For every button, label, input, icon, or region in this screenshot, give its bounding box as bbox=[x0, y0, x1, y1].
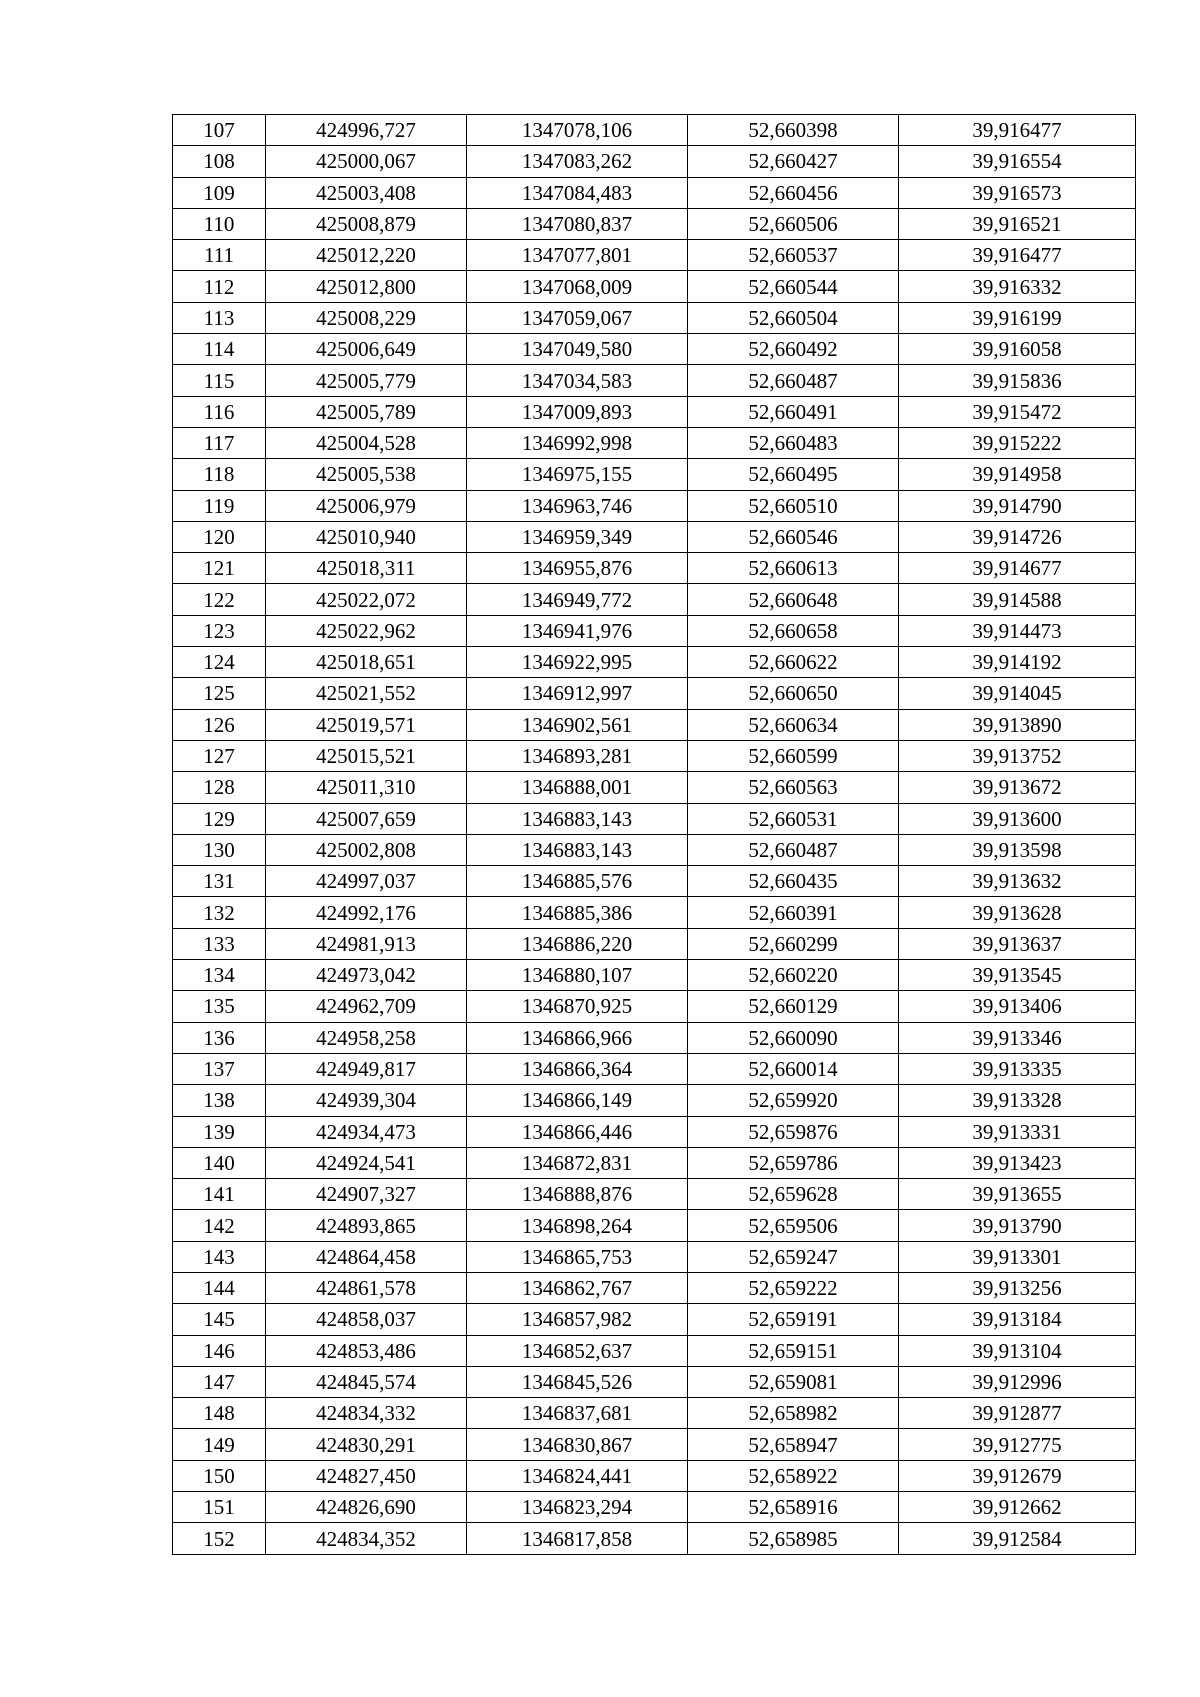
point-number-cell: 115 bbox=[173, 365, 266, 396]
y-coordinate-cell: 1346872,831 bbox=[467, 1147, 688, 1178]
y-coordinate-cell: 1346865,753 bbox=[467, 1241, 688, 1272]
table-row bbox=[173, 334, 1136, 365]
longitude-cell: 39,914045 bbox=[899, 678, 1136, 709]
table-row bbox=[173, 772, 1136, 803]
latitude-cell: 52,660634 bbox=[688, 709, 899, 740]
x-coordinate-cell: 424827,450 bbox=[266, 1460, 467, 1491]
y-coordinate-cell: 1346885,386 bbox=[467, 897, 688, 928]
table-row bbox=[173, 1179, 1136, 1210]
point-number-cell: 147 bbox=[173, 1366, 266, 1397]
y-coordinate-cell: 1346992,998 bbox=[467, 427, 688, 458]
latitude-cell: 52,658982 bbox=[688, 1398, 899, 1429]
longitude-cell: 39,914677 bbox=[899, 553, 1136, 584]
latitude-cell: 52,659191 bbox=[688, 1304, 899, 1335]
latitude-cell: 52,658916 bbox=[688, 1492, 899, 1523]
point-number-cell: 110 bbox=[173, 208, 266, 239]
latitude-cell: 52,659506 bbox=[688, 1210, 899, 1241]
x-coordinate-cell: 424939,304 bbox=[266, 1085, 467, 1116]
longitude-cell: 39,913637 bbox=[899, 928, 1136, 959]
longitude-cell: 39,913545 bbox=[899, 960, 1136, 991]
x-coordinate-cell: 425002,808 bbox=[266, 834, 467, 865]
x-coordinate-cell: 425015,521 bbox=[266, 740, 467, 771]
point-number-cell: 121 bbox=[173, 553, 266, 584]
x-coordinate-cell: 424958,258 bbox=[266, 1022, 467, 1053]
y-coordinate-cell: 1346912,997 bbox=[467, 678, 688, 709]
x-coordinate-cell: 424893,865 bbox=[266, 1210, 467, 1241]
table-row bbox=[173, 1116, 1136, 1147]
point-number-cell: 145 bbox=[173, 1304, 266, 1335]
y-coordinate-cell: 1346885,576 bbox=[467, 866, 688, 897]
longitude-cell: 39,914588 bbox=[899, 584, 1136, 615]
point-number-cell: 129 bbox=[173, 803, 266, 834]
point-number-cell: 131 bbox=[173, 866, 266, 897]
table-row bbox=[173, 396, 1136, 427]
latitude-cell: 52,660510 bbox=[688, 490, 899, 521]
x-coordinate-cell: 425003,408 bbox=[266, 177, 467, 208]
x-coordinate-cell: 425012,220 bbox=[266, 240, 467, 271]
coordinates-table bbox=[172, 114, 1136, 1555]
latitude-cell: 52,660487 bbox=[688, 365, 899, 396]
x-coordinate-cell: 424992,176 bbox=[266, 897, 467, 928]
point-number-cell: 124 bbox=[173, 647, 266, 678]
latitude-cell: 52,660546 bbox=[688, 521, 899, 552]
y-coordinate-cell: 1346888,001 bbox=[467, 772, 688, 803]
table-row bbox=[173, 928, 1136, 959]
latitude-cell: 52,660613 bbox=[688, 553, 899, 584]
table-row bbox=[173, 584, 1136, 615]
table-row bbox=[173, 271, 1136, 302]
y-coordinate-cell: 1346852,637 bbox=[467, 1335, 688, 1366]
point-number-cell: 132 bbox=[173, 897, 266, 928]
latitude-cell: 52,658947 bbox=[688, 1429, 899, 1460]
longitude-cell: 39,913752 bbox=[899, 740, 1136, 771]
point-number-cell: 107 bbox=[173, 115, 266, 146]
y-coordinate-cell: 1347077,801 bbox=[467, 240, 688, 271]
latitude-cell: 52,660648 bbox=[688, 584, 899, 615]
x-coordinate-cell: 424962,709 bbox=[266, 991, 467, 1022]
table-row bbox=[173, 834, 1136, 865]
x-coordinate-cell: 425010,940 bbox=[266, 521, 467, 552]
y-coordinate-cell: 1347083,262 bbox=[467, 146, 688, 177]
table-row bbox=[173, 960, 1136, 991]
table-row bbox=[173, 459, 1136, 490]
y-coordinate-cell: 1346949,772 bbox=[467, 584, 688, 615]
x-coordinate-cell: 424934,473 bbox=[266, 1116, 467, 1147]
longitude-cell: 39,916573 bbox=[899, 177, 1136, 208]
y-coordinate-cell: 1346893,281 bbox=[467, 740, 688, 771]
y-coordinate-cell: 1346857,982 bbox=[467, 1304, 688, 1335]
point-number-cell: 123 bbox=[173, 615, 266, 646]
latitude-cell: 52,660544 bbox=[688, 271, 899, 302]
x-coordinate-cell: 425012,800 bbox=[266, 271, 467, 302]
table-row bbox=[173, 1241, 1136, 1272]
longitude-cell: 39,916199 bbox=[899, 302, 1136, 333]
point-number-cell: 136 bbox=[173, 1022, 266, 1053]
point-number-cell: 113 bbox=[173, 302, 266, 333]
x-coordinate-cell: 425006,979 bbox=[266, 490, 467, 521]
latitude-cell: 52,660622 bbox=[688, 647, 899, 678]
table-row bbox=[173, 803, 1136, 834]
longitude-cell: 39,913628 bbox=[899, 897, 1136, 928]
point-number-cell: 117 bbox=[173, 427, 266, 458]
y-coordinate-cell: 1347034,583 bbox=[467, 365, 688, 396]
x-coordinate-cell: 425004,528 bbox=[266, 427, 467, 458]
x-coordinate-cell: 425007,659 bbox=[266, 803, 467, 834]
longitude-cell: 39,916477 bbox=[899, 240, 1136, 271]
y-coordinate-cell: 1346902,561 bbox=[467, 709, 688, 740]
table-row bbox=[173, 490, 1136, 521]
y-coordinate-cell: 1346955,876 bbox=[467, 553, 688, 584]
x-coordinate-cell: 425021,552 bbox=[266, 678, 467, 709]
longitude-cell: 39,912877 bbox=[899, 1398, 1136, 1429]
latitude-cell: 52,659786 bbox=[688, 1147, 899, 1178]
longitude-cell: 39,913335 bbox=[899, 1053, 1136, 1084]
point-number-cell: 130 bbox=[173, 834, 266, 865]
y-coordinate-cell: 1346866,446 bbox=[467, 1116, 688, 1147]
y-coordinate-cell: 1346959,349 bbox=[467, 521, 688, 552]
table-row bbox=[173, 647, 1136, 678]
x-coordinate-cell: 425019,571 bbox=[266, 709, 467, 740]
latitude-cell: 52,660658 bbox=[688, 615, 899, 646]
y-coordinate-cell: 1346866,966 bbox=[467, 1022, 688, 1053]
point-number-cell: 146 bbox=[173, 1335, 266, 1366]
x-coordinate-cell: 425022,962 bbox=[266, 615, 467, 646]
point-number-cell: 140 bbox=[173, 1147, 266, 1178]
y-coordinate-cell: 1346830,867 bbox=[467, 1429, 688, 1460]
longitude-cell: 39,914473 bbox=[899, 615, 1136, 646]
longitude-cell: 39,913632 bbox=[899, 866, 1136, 897]
longitude-cell: 39,913301 bbox=[899, 1241, 1136, 1272]
point-number-cell: 144 bbox=[173, 1272, 266, 1303]
y-coordinate-cell: 1346823,294 bbox=[467, 1492, 688, 1523]
point-number-cell: 127 bbox=[173, 740, 266, 771]
coordinates-table-body bbox=[173, 115, 1136, 1555]
table-row bbox=[173, 1398, 1136, 1429]
point-number-cell: 141 bbox=[173, 1179, 266, 1210]
latitude-cell: 52,659081 bbox=[688, 1366, 899, 1397]
table-row bbox=[173, 991, 1136, 1022]
x-coordinate-cell: 424858,037 bbox=[266, 1304, 467, 1335]
table-row bbox=[173, 709, 1136, 740]
x-coordinate-cell: 425011,310 bbox=[266, 772, 467, 803]
latitude-cell: 52,660504 bbox=[688, 302, 899, 333]
latitude-cell: 52,660435 bbox=[688, 866, 899, 897]
latitude-cell: 52,660563 bbox=[688, 772, 899, 803]
y-coordinate-cell: 1347068,009 bbox=[467, 271, 688, 302]
latitude-cell: 52,658922 bbox=[688, 1460, 899, 1491]
table-row bbox=[173, 365, 1136, 396]
y-coordinate-cell: 1346845,526 bbox=[467, 1366, 688, 1397]
longitude-cell: 39,913890 bbox=[899, 709, 1136, 740]
point-number-cell: 139 bbox=[173, 1116, 266, 1147]
latitude-cell: 52,660398 bbox=[688, 115, 899, 146]
y-coordinate-cell: 1346898,264 bbox=[467, 1210, 688, 1241]
table-row bbox=[173, 146, 1136, 177]
y-coordinate-cell: 1346888,876 bbox=[467, 1179, 688, 1210]
latitude-cell: 52,659247 bbox=[688, 1241, 899, 1272]
x-coordinate-cell: 424973,042 bbox=[266, 960, 467, 991]
y-coordinate-cell: 1346886,220 bbox=[467, 928, 688, 959]
latitude-cell: 52,660014 bbox=[688, 1053, 899, 1084]
longitude-cell: 39,912584 bbox=[899, 1523, 1136, 1554]
y-coordinate-cell: 1347009,893 bbox=[467, 396, 688, 427]
longitude-cell: 39,914790 bbox=[899, 490, 1136, 521]
point-number-cell: 137 bbox=[173, 1053, 266, 1084]
longitude-cell: 39,913655 bbox=[899, 1179, 1136, 1210]
longitude-cell: 39,915222 bbox=[899, 427, 1136, 458]
x-coordinate-cell: 424949,817 bbox=[266, 1053, 467, 1084]
latitude-cell: 52,660492 bbox=[688, 334, 899, 365]
y-coordinate-cell: 1346880,107 bbox=[467, 960, 688, 991]
longitude-cell: 39,913184 bbox=[899, 1304, 1136, 1335]
longitude-cell: 39,913256 bbox=[899, 1272, 1136, 1303]
x-coordinate-cell: 424996,727 bbox=[266, 115, 467, 146]
y-coordinate-cell: 1347059,067 bbox=[467, 302, 688, 333]
table-row bbox=[173, 521, 1136, 552]
y-coordinate-cell: 1347078,106 bbox=[467, 115, 688, 146]
point-number-cell: 152 bbox=[173, 1523, 266, 1554]
x-coordinate-cell: 425005,538 bbox=[266, 459, 467, 490]
point-number-cell: 118 bbox=[173, 459, 266, 490]
point-number-cell: 143 bbox=[173, 1241, 266, 1272]
x-coordinate-cell: 425005,779 bbox=[266, 365, 467, 396]
point-number-cell: 135 bbox=[173, 991, 266, 1022]
y-coordinate-cell: 1346870,925 bbox=[467, 991, 688, 1022]
x-coordinate-cell: 425006,649 bbox=[266, 334, 467, 365]
longitude-cell: 39,914726 bbox=[899, 521, 1136, 552]
longitude-cell: 39,913331 bbox=[899, 1116, 1136, 1147]
latitude-cell: 52,660537 bbox=[688, 240, 899, 271]
longitude-cell: 39,913672 bbox=[899, 772, 1136, 803]
table-row bbox=[173, 1147, 1136, 1178]
latitude-cell: 52,660456 bbox=[688, 177, 899, 208]
x-coordinate-cell: 424826,690 bbox=[266, 1492, 467, 1523]
table-row bbox=[173, 302, 1136, 333]
y-coordinate-cell: 1347080,837 bbox=[467, 208, 688, 239]
latitude-cell: 52,660531 bbox=[688, 803, 899, 834]
point-number-cell: 119 bbox=[173, 490, 266, 521]
latitude-cell: 52,660495 bbox=[688, 459, 899, 490]
point-number-cell: 138 bbox=[173, 1085, 266, 1116]
longitude-cell: 39,914192 bbox=[899, 647, 1136, 678]
x-coordinate-cell: 424853,486 bbox=[266, 1335, 467, 1366]
x-coordinate-cell: 424834,352 bbox=[266, 1523, 467, 1554]
longitude-cell: 39,912775 bbox=[899, 1429, 1136, 1460]
longitude-cell: 39,913423 bbox=[899, 1147, 1136, 1178]
y-coordinate-cell: 1347049,580 bbox=[467, 334, 688, 365]
point-number-cell: 150 bbox=[173, 1460, 266, 1491]
table-row bbox=[173, 1460, 1136, 1491]
x-coordinate-cell: 425008,879 bbox=[266, 208, 467, 239]
table-row bbox=[173, 553, 1136, 584]
latitude-cell: 52,660487 bbox=[688, 834, 899, 865]
table-row bbox=[173, 615, 1136, 646]
longitude-cell: 39,913328 bbox=[899, 1085, 1136, 1116]
point-number-cell: 149 bbox=[173, 1429, 266, 1460]
y-coordinate-cell: 1346883,143 bbox=[467, 803, 688, 834]
table-row bbox=[173, 678, 1136, 709]
latitude-cell: 52,660129 bbox=[688, 991, 899, 1022]
table-row bbox=[173, 1429, 1136, 1460]
table-row bbox=[173, 240, 1136, 271]
latitude-cell: 52,660299 bbox=[688, 928, 899, 959]
latitude-cell: 52,659222 bbox=[688, 1272, 899, 1303]
longitude-cell: 39,913790 bbox=[899, 1210, 1136, 1241]
longitude-cell: 39,913600 bbox=[899, 803, 1136, 834]
x-coordinate-cell: 424834,332 bbox=[266, 1398, 467, 1429]
point-number-cell: 148 bbox=[173, 1398, 266, 1429]
latitude-cell: 52,660506 bbox=[688, 208, 899, 239]
latitude-cell: 52,660391 bbox=[688, 897, 899, 928]
point-number-cell: 108 bbox=[173, 146, 266, 177]
point-number-cell: 112 bbox=[173, 271, 266, 302]
table-row bbox=[173, 1085, 1136, 1116]
point-number-cell: 109 bbox=[173, 177, 266, 208]
table-row bbox=[173, 115, 1136, 146]
y-coordinate-cell: 1347084,483 bbox=[467, 177, 688, 208]
table-row bbox=[173, 1304, 1136, 1335]
x-coordinate-cell: 425005,789 bbox=[266, 396, 467, 427]
y-coordinate-cell: 1346837,681 bbox=[467, 1398, 688, 1429]
table-row bbox=[173, 208, 1136, 239]
table-row bbox=[173, 1210, 1136, 1241]
x-coordinate-cell: 424981,913 bbox=[266, 928, 467, 959]
longitude-cell: 39,913346 bbox=[899, 1022, 1136, 1053]
x-coordinate-cell: 425018,651 bbox=[266, 647, 467, 678]
x-coordinate-cell: 425008,229 bbox=[266, 302, 467, 333]
latitude-cell: 52,660491 bbox=[688, 396, 899, 427]
y-coordinate-cell: 1346922,995 bbox=[467, 647, 688, 678]
point-number-cell: 151 bbox=[173, 1492, 266, 1523]
table-row bbox=[173, 1053, 1136, 1084]
point-number-cell: 142 bbox=[173, 1210, 266, 1241]
table-row bbox=[173, 866, 1136, 897]
latitude-cell: 52,660427 bbox=[688, 146, 899, 177]
x-coordinate-cell: 424861,578 bbox=[266, 1272, 467, 1303]
table-row bbox=[173, 1272, 1136, 1303]
table-row bbox=[173, 740, 1136, 771]
table-row bbox=[173, 1022, 1136, 1053]
longitude-cell: 39,912662 bbox=[899, 1492, 1136, 1523]
x-coordinate-cell: 424864,458 bbox=[266, 1241, 467, 1272]
y-coordinate-cell: 1346866,149 bbox=[467, 1085, 688, 1116]
table-row bbox=[173, 177, 1136, 208]
longitude-cell: 39,916058 bbox=[899, 334, 1136, 365]
table-row bbox=[173, 1492, 1136, 1523]
latitude-cell: 52,659876 bbox=[688, 1116, 899, 1147]
longitude-cell: 39,913406 bbox=[899, 991, 1136, 1022]
x-coordinate-cell: 425000,067 bbox=[266, 146, 467, 177]
point-number-cell: 133 bbox=[173, 928, 266, 959]
longitude-cell: 39,914958 bbox=[899, 459, 1136, 490]
longitude-cell: 39,915472 bbox=[899, 396, 1136, 427]
longitude-cell: 39,916554 bbox=[899, 146, 1136, 177]
x-coordinate-cell: 424924,541 bbox=[266, 1147, 467, 1178]
longitude-cell: 39,916521 bbox=[899, 208, 1136, 239]
y-coordinate-cell: 1346817,858 bbox=[467, 1523, 688, 1554]
latitude-cell: 52,658985 bbox=[688, 1523, 899, 1554]
longitude-cell: 39,912996 bbox=[899, 1366, 1136, 1397]
point-number-cell: 128 bbox=[173, 772, 266, 803]
longitude-cell: 39,916332 bbox=[899, 271, 1136, 302]
y-coordinate-cell: 1346883,143 bbox=[467, 834, 688, 865]
longitude-cell: 39,916477 bbox=[899, 115, 1136, 146]
latitude-cell: 52,659151 bbox=[688, 1335, 899, 1366]
table-row bbox=[173, 897, 1136, 928]
table-row bbox=[173, 1335, 1136, 1366]
longitude-cell: 39,913104 bbox=[899, 1335, 1136, 1366]
y-coordinate-cell: 1346824,441 bbox=[467, 1460, 688, 1491]
x-coordinate-cell: 424907,327 bbox=[266, 1179, 467, 1210]
latitude-cell: 52,660220 bbox=[688, 960, 899, 991]
y-coordinate-cell: 1346975,155 bbox=[467, 459, 688, 490]
point-number-cell: 120 bbox=[173, 521, 266, 552]
x-coordinate-cell: 424830,291 bbox=[266, 1429, 467, 1460]
latitude-cell: 52,660650 bbox=[688, 678, 899, 709]
point-number-cell: 111 bbox=[173, 240, 266, 271]
point-number-cell: 134 bbox=[173, 960, 266, 991]
table-row bbox=[173, 1523, 1136, 1554]
latitude-cell: 52,660483 bbox=[688, 427, 899, 458]
latitude-cell: 52,660090 bbox=[688, 1022, 899, 1053]
x-coordinate-cell: 424997,037 bbox=[266, 866, 467, 897]
table-row bbox=[173, 427, 1136, 458]
latitude-cell: 52,659628 bbox=[688, 1179, 899, 1210]
latitude-cell: 52,660599 bbox=[688, 740, 899, 771]
x-coordinate-cell: 425018,311 bbox=[266, 553, 467, 584]
x-coordinate-cell: 424845,574 bbox=[266, 1366, 467, 1397]
point-number-cell: 116 bbox=[173, 396, 266, 427]
y-coordinate-cell: 1346941,976 bbox=[467, 615, 688, 646]
latitude-cell: 52,659920 bbox=[688, 1085, 899, 1116]
y-coordinate-cell: 1346963,746 bbox=[467, 490, 688, 521]
point-number-cell: 122 bbox=[173, 584, 266, 615]
y-coordinate-cell: 1346862,767 bbox=[467, 1272, 688, 1303]
longitude-cell: 39,913598 bbox=[899, 834, 1136, 865]
point-number-cell: 125 bbox=[173, 678, 266, 709]
y-coordinate-cell: 1346866,364 bbox=[467, 1053, 688, 1084]
table-row bbox=[173, 1366, 1136, 1397]
longitude-cell: 39,912679 bbox=[899, 1460, 1136, 1491]
point-number-cell: 126 bbox=[173, 709, 266, 740]
longitude-cell: 39,915836 bbox=[899, 365, 1136, 396]
x-coordinate-cell: 425022,072 bbox=[266, 584, 467, 615]
point-number-cell: 114 bbox=[173, 334, 266, 365]
